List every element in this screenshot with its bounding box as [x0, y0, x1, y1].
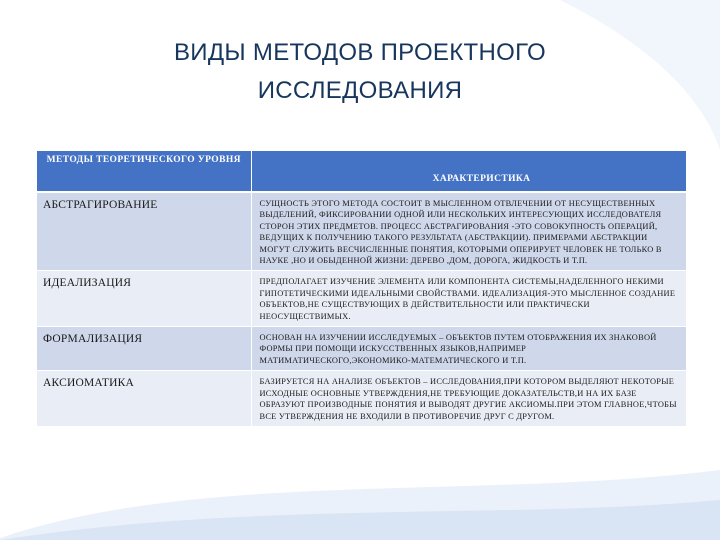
method-name: ИДЕАЛИЗАЦИЯ — [37, 271, 251, 327]
table-row — [37, 271, 686, 327]
method-description: СУЩНОСТЬ ЭТОГО МЕТОДА СОСТОИТ В МЫСЛЕННОМ ОТВЛЕЧЕНИИ ОТ НЕСУЩЕСТВЕННЫХ ВЫДЕЛЕНИЙ, ФИКСИРОВАНИИ ОДНОЙ ИЛИ НЕСКОЛЬКИХ ИНТЕРЕСУЮЩИХ ИССЛЕДОВАТЕЛЯ СТОРОН ЭТИХ ПРЕДМЕТОВ. ПРОЦЕСС АБСТРАГИРОВАНИЯ -ЭТО СОВОКУПНОСТЬ ОПЕРАЦИЙ, ВЕДУЩИХ К ПОЛУЧЕНИЮ ТАКОГО РЕЗУЛЬТАТА (АБСТРАКЦИИ). ПРИМЕРАМИ АБСТРАКЦИИ МОГУТ СЛУЖИТЬ ВЕСЧИСЛЕННЫЕ ПОНЯТИЯ, КОТОРЫМИ ОПЕРИРУЕТ ЧЕЛОВЕК НЕ ТОЛЬКО В НАУКЕ ,НО И ОБЫДЕННОЙ ЖИЗНИ: ДЕРЕВО ,ДОМ, ДОРОГА, ЖИДКОСТЬ И Т.П. — [251, 192, 686, 271]
table-row — [37, 192, 686, 271]
slide-title-line-2: ИССЛЕДОВАНИЯ — [257, 77, 463, 104]
method-description: БАЗИРУЕТСЯ НА АНАЛИЗЕ ОБЪЕКТОВ – ИССЛЕДОВАНИЯ,ПРИ КОТОРОМ ВЫДЕЛЯЮТ НЕКОТОРЫЕ ИСХОДНЫЕ ОСНОВНЫЕ УТВЕРЖДЕНИЯ,НЕ ТРЕБУЮЩИЕ ДОКАЗАТЕЛЬСТВ,И НА ИХ БАЗЕ ОБРАЗУЮТ ПРОИЗВОДНЫЕ ПОНЯТИЯ И ВЫВОДЯТ ДРУГИЕ АКСИОМЫ.ПРИ ЭТОМ ГЛАВНОЕ,ЧТОБЫ ВСЕ УТВЕРЖДЕНИЯ НЕ ВХОДИЛИ В ПРОТИВОРЕЧИЕ ДРУГ С ДРУГОМ. — [251, 371, 686, 427]
table-header-row — [37, 151, 686, 192]
slide-title-line-1: ВИДЫ МЕТОДОВ ПРОЕКТНОГО — [173, 39, 546, 66]
method-name: АБСТРАГИРОВАНИЕ — [37, 192, 251, 271]
slide-title — [0, 34, 720, 110]
method-name: АКСИОМАТИКА — [37, 371, 251, 427]
methods-table — [37, 151, 687, 427]
table-row — [37, 371, 686, 427]
header-method: МЕТОДЫ ТЕОРЕТИЧЕСКОГО УРОВНЯ — [37, 151, 251, 192]
table-row — [37, 327, 686, 371]
header-description: ХАРАКТЕРИСТИКА — [251, 151, 686, 192]
method-description: ОСНОВАН НА ИЗУЧЕНИИ ИССЛЕДУЕМЫХ – ОБЪЕКТОВ ПУТЕМ ОТОБРАЖЕНИЯ ИХ ЗНАКОВОЙ ФОРМЫ ПРИ ПОМОЩИ ИСКУССТВЕННЫХ ЯЗЫКОВ,НАПРИМЕР МАТИМАТИЧЕСКОГО,ЭКОНОМИКО-МАТЕМАТИЧЕСКОГО И Т.П. — [251, 327, 686, 371]
method-description: ПРЕДПОЛАГАЕТ ИЗУЧЕНИЕ ЭЛЕМЕНТА ИЛИ КОМПОНЕНТА СИСТЕМЫ,НАДЕЛЕННОГО НЕКИМИ ГИПОТЕТИЧЕСКИМИ ИДЕАЛЬНЫМИ СВОЙСТВАМИ. ИДЕАЛИЗАЦИЯ-ЭТО МЫСЛЕННОЕ СОЗДАНИЕ ОБЪЕКТОВ,НЕ СУЩЕСТВУЮЩИХ В ДЕЙСТВИТЕЛЬНОСТИ ИЛИ ПРАКТИЧЕСКИ НЕОСУЩЕСТВИМЫХ. — [251, 271, 686, 327]
method-name: ФОРМАЛИЗАЦИЯ — [37, 327, 251, 371]
